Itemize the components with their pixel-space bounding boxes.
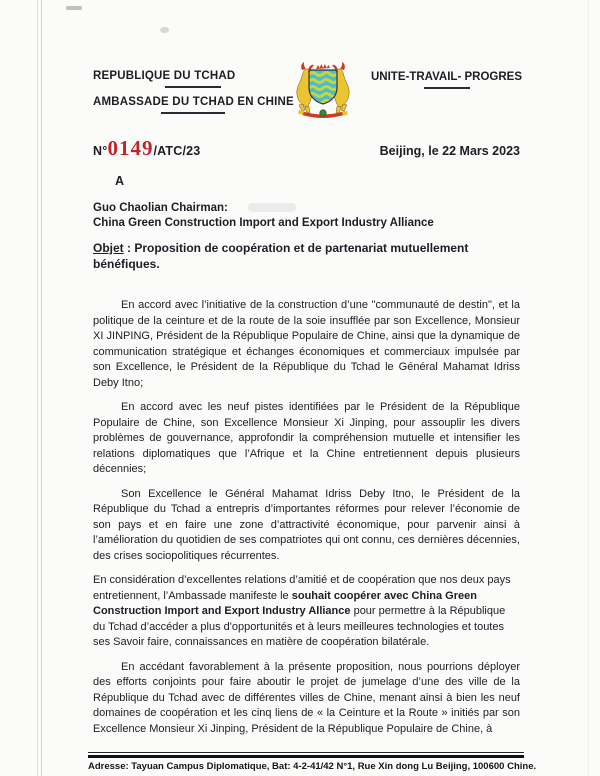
scan-smudge [66, 6, 82, 10]
letterhead-left [93, 70, 294, 114]
letterhead-divider [424, 87, 470, 89]
emblem-container [287, 61, 359, 124]
recipient-name: Guo Chaolian Chairman: [93, 202, 228, 214]
scan-smudge [160, 27, 169, 33]
body-paragraph: En accord avec l’initiative de la construction d’une "communauté de destin", et la politique de la ceinture et de la route de la soie insufflée par son Excellence, Monsieur XI JINPING, Président de la République Populaire de Chine, ainsi que la dynamique de communication stratégique et échanges économiques et commerciaux impulsée par son Excellence, le Président de la République du Tchad le Général Mahamat Idriss Deby Itno; [93, 299, 520, 389]
national-motto: UNITE-TRAVAIL- PROGRES [371, 71, 522, 83]
page-edge-line [37, 0, 38, 776]
letterhead-right [371, 71, 522, 89]
reference-serial: 0149 [107, 136, 154, 160]
recipient-organization: China Green Construction Import and Export Industry Alliance [93, 217, 434, 229]
letter-body [93, 298, 520, 737]
institution-name: AMBASSADE DU TCHAD EN CHINE [93, 96, 294, 108]
footer-divider-thin [88, 752, 524, 753]
letterhead-divider [165, 86, 221, 88]
page-edge-line [588, 0, 589, 776]
letter-flow [93, 174, 520, 746]
footer-address: Adresse: Tayuan Campus Diplomatique, Bat: 4-2-41/42 N°1, Rue Xin dong Lu Beijing, 100600 Chine. [88, 761, 537, 772]
body-paragraph: Son Excellence le Général Mahamat Idriss Deby Itno, le Président de la République du Tchad a entrepris d’importantes réformes pour relever l’économie de son pays et en faire une zone d’attractivité économique, pour parvenir ainsi à l’amélioration du quotidien de ses compatriotes qui ont connu, ces dernières décennies, des crises sociopolitiques récurrentes. [93, 487, 520, 562]
page-edge-line [41, 0, 42, 776]
letterhead-divider [161, 112, 225, 114]
place-and-date: Beijing, le 22 Mars 2023 [379, 144, 520, 158]
body-paragraph: En considération d’excellentes relations d’amitié et de coopération que nos deux pays entretiennent, l’Ambassade manifeste le souhait coopérer avec China Green Construction Import and Export Industry Alliance pour permettre à la République du Tchad d’accéder a plus d'opportunités et à leurs meilleures technologies et toutes ses Savoir faire, connaissances en matière de coopération bilatérale. [93, 574, 511, 648]
chad-coat-of-arms-icon [287, 61, 359, 119]
reference-number [93, 136, 200, 161]
reference-suffix: /ATC/23 [153, 144, 201, 158]
body-paragraph: En accédant favorablement à la présente proposition, nous pourrions déployer des efforts conjoints pour faire aboutir le projet de jumelage d’une des ville de la République du Tchad avec de différentes villes de Chine, menant ainsi à bien les neuf domaines de coopération et les cinq liens de « la Ceinture et la Route » initiés par son Excellence Monsieur Xi Jinping, Président de la République Populaire de Chine, à [93, 660, 520, 735]
footer-divider-thick [88, 755, 524, 758]
body-paragraph: En accord avec les neuf pistes identifiées par le Président de la République Populaire de Chine, son Excellence Monsieur Xi Jinping, pour assouplir les divers problèmes de gouvernance, approfondir la compréhension mutuelle et intensifier les relations diplomatiques que l’Afrique et la Chine entretiennent depuis plusieurs décennies; [93, 401, 520, 475]
salutation: A [115, 174, 125, 188]
reference-prefix: N° [93, 144, 108, 158]
country-name: REPUBLIQUE DU TCHAD [93, 70, 236, 82]
subject-line [93, 240, 520, 272]
recipient-block [93, 201, 520, 231]
subject-text: : Proposition de coopération et de partenariat mutuellement bénéfiques. [93, 241, 469, 271]
subject-label: Objet [93, 241, 124, 255]
reference-row [93, 136, 520, 161]
